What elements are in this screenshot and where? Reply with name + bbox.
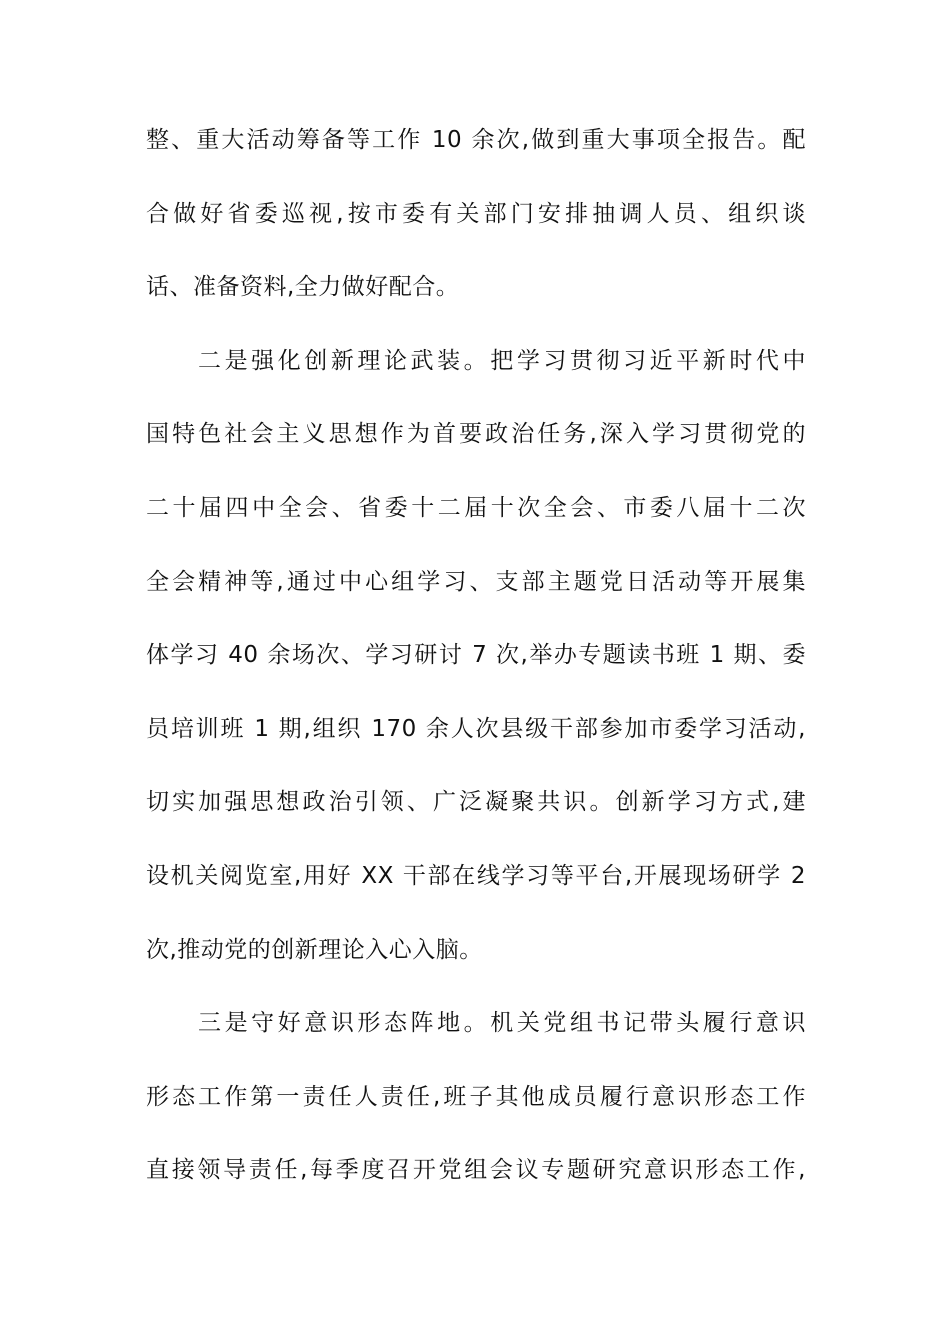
text-line: 话、准备资料,全力做好配合。: [146, 274, 460, 301]
paragraph-continuation: [146, 118, 806, 339]
document-body: [146, 118, 806, 1222]
text-line: 国特色社会主义思想作为首要政治任务,深入学习贯彻党的: [146, 421, 806, 448]
text-line: 全会精神等,通过中心组学习、支部主题党日活动等开展集: [146, 568, 806, 595]
paragraph-theory-study: [146, 339, 806, 1001]
text-line: 体学习 40 余场次、学习研讨 7 次,举办专题读书班 1 期、委: [146, 642, 806, 669]
text-line: 员培训班 1 期,组织 170 余人次县级干部参加市委学习活动,: [146, 715, 806, 742]
text-line: 合做好省委巡视,按市委有关部门安排抽调人员、组织谈: [146, 200, 806, 227]
paragraph-ideology-position: [146, 1001, 806, 1222]
text-line: 切实加强思想政治引领、广泛凝聚共识。创新学习方式,建: [146, 789, 806, 816]
text-line: 形态工作第一责任人责任,班子其他成员履行意识形态工作: [146, 1083, 806, 1110]
text-line: 二是强化创新理论武装。把学习贯彻习近平新时代中: [198, 347, 806, 374]
text-line: 整、重大活动筹备等工作 10 余次,做到重大事项全报告。配: [146, 127, 806, 153]
text-line: 二十届四中全会、省委十二届十次全会、市委八届十二次: [146, 494, 806, 521]
text-line: 三是守好意识形态阵地。机关党组书记带头履行意识: [198, 1010, 806, 1037]
text-line: 直接领导责任,每季度召开党组会议专题研究意识形态工作,: [146, 1157, 806, 1184]
text-line: 次,推动党的创新理论入心入脑。: [146, 936, 483, 963]
text-line: 设机关阅览室,用好 XX 干部在线学习等平台,开展现场研学 2: [146, 862, 806, 889]
